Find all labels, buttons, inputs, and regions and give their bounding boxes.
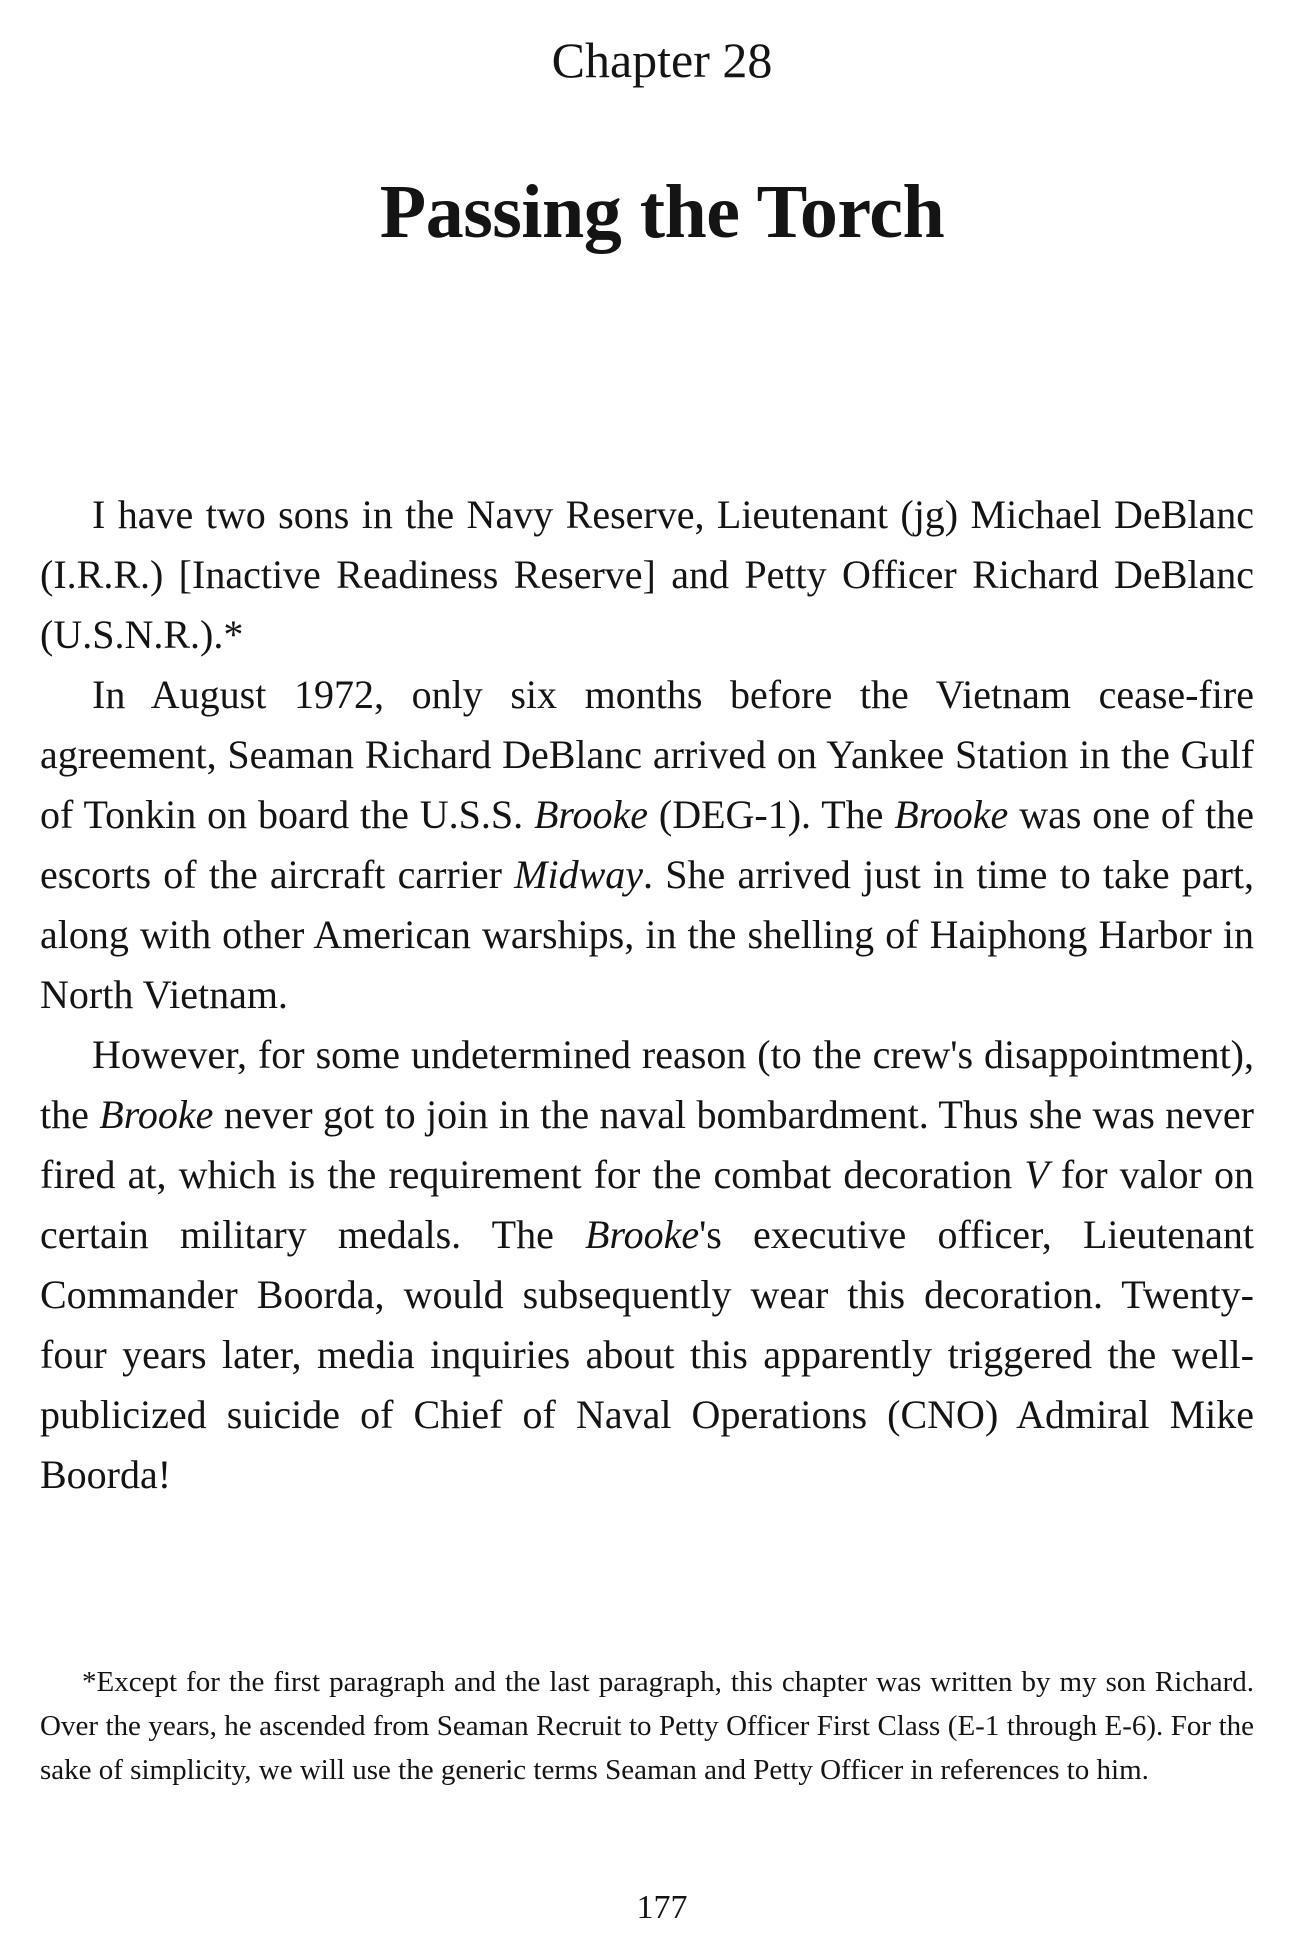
paragraph-1: I have two sons in the Navy Reserve, Lieutenant (jg) Michael DeBlanc (I.R.R.) [Inactive Readiness Reserve] and Petty Officer Richard DeBlanc (U.S.N.R.).* — [40, 492, 1254, 657]
paragraph-3-text-d: 's executive officer, Lieutenant Commander Boorda, would subsequently wear this decoration. Twenty-four years later, media inquiries about this apparently triggered the well-publicized suicide of Chief of Naval Operations (CNO) Admiral Mike Boorda! — [40, 1212, 1255, 1497]
chapter-title: Passing the Torch — [379, 170, 945, 254]
paragraph-3-text-c: for valor on certain military medals. The — [40, 1152, 1255, 1257]
paragraph-2-text-a: In August 1972, only six months before the Vietnam cease-fire agreement, Seaman Richard DeBlanc arrived on Yankee Station in the Gulf of Tonkin on board the U.S.S. — [40, 672, 1254, 837]
ship-name-midway: Midway — [514, 852, 644, 897]
paragraph-2-text-b: (DEG-1). The — [648, 792, 895, 837]
page-number: 177 — [636, 1889, 688, 1926]
paragraph-2-text-c: was one of the escorts of the aircraft carrier — [40, 792, 1254, 897]
paragraph-3-text-b: never got to join in the naval bombardment. Thus she was never fired at, which is the requirement for the combat decoration — [40, 1092, 1255, 1197]
decoration-v: V — [1024, 1152, 1049, 1197]
chapter-number: Chapter 28 — [551, 32, 773, 88]
paragraph-3 — [40, 1025, 1254, 1505]
paragraph-3-text-a: However, for some undetermined reason (to the crew's disappointment), the — [40, 1032, 1254, 1137]
ship-name-brooke: Brooke — [99, 1092, 214, 1137]
paragraph-2 — [40, 665, 1254, 1025]
footnote: *Except for the first paragraph and the last paragraph, this chapter was written by my son Richard. Over the years, he ascended from Seaman Recruit to Petty Officer First Class (E-1 through E-6). For the sake of simplicity, we will use the generic terms Seaman and Petty Officer in references to him. — [40, 1666, 1254, 1786]
ship-name-brooke: Brooke — [533, 792, 648, 837]
paragraph-2-text-d: . She arrived just in time to take part, along with other American warships, in the shelling of Haiphong Harbor in North Vietnam. — [40, 852, 1255, 1017]
ship-name-brooke: Brooke — [894, 792, 1009, 837]
chapter-body — [40, 485, 1254, 1505]
ship-name-brooke: Brooke — [585, 1212, 700, 1257]
